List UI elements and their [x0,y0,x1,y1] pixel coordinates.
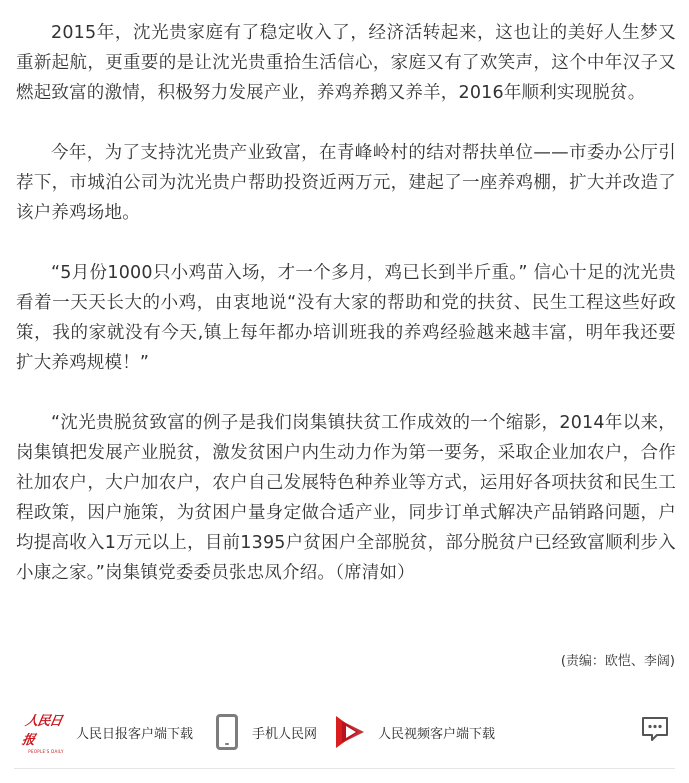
comment-bubble-icon[interactable] [640,714,670,744]
rmrb-app-download-label: 人民日报客户端下载 [76,726,194,742]
mobile-phone-icon [216,714,238,750]
mobile-site-label: 手机人民网 [252,726,318,742]
article-body [16,18,676,618]
video-app-download-label: 人民视频客户端下载 [378,726,496,742]
footer-download-bar [20,710,670,754]
article-paragraph: 2015年，沈光贵家庭有了稳定收入了，经济活转起来，这也让的美好人生梦又重新起航，更重要的是让沈光贵重拾生活信心，家庭又有了欢笑声，这个中年汉子又燃起致富的激情，积极努力发展产业，养鸡养鹅又养羊，2016年顺利实现脱贫。 [16,23,676,103]
people-daily-logo-text: 人民日报 [20,714,63,748]
article-paragraph: 今年，为了支持沈光贵产业致富，在青峰岭村的结对帮扶单位——市委办公厅引荐下，市城泊公司为沈光贵户帮助投资近两万元，建起了一座养鸡棚，扩大并改造了该户养鸡场地。 [16,143,676,223]
people-daily-logo-sub: PEOPLE'S DAILY [28,749,64,754]
editor-credit: (责编：欧恺、李阔) [560,654,675,669]
mobile-site-link[interactable] [216,710,317,754]
footer-divider [14,768,675,769]
article-paragraph: “5月份1000只小鸡苗入场，才一个多月，鸡已长到半斤重。” 信心十足的沈光贵看着一天天长大的小鸡，由衷地说“没有大家的帮助和党的扶贫、民生工程这些好政策，我的家就没有今天,镇上每年都办培训班我的养鸡经验越来越丰富，明年我还要扩大养鸡规模！” [16,263,676,373]
people-daily-logo-icon [20,710,68,754]
video-play-icon [332,713,370,751]
rmrb-app-download-link[interactable] [20,710,194,754]
video-app-download-link[interactable] [332,710,495,754]
article-paragraph: “沈光贵脱贫致富的例子是我们岗集镇扶贫工作成效的一个缩影，2014年以来，岗集镇把发展产业脱贫，激发贫困户内生动力作为第一要务，采取企业加农户，合作社加农户，大户加农户，农户自己发展特色种养业等方式，运用好各项扶贫和民生工程政策，因户施策，为贫困户量身定做合适产业，同步订单式解决产品销路问题，户均提高收入1万元以上，目前1395户贫困户全部脱贫，部分脱贫户已经致富顺利步入小康之家。”岗集镇党委委员张忠凤介绍。（席清如） [16,413,676,583]
